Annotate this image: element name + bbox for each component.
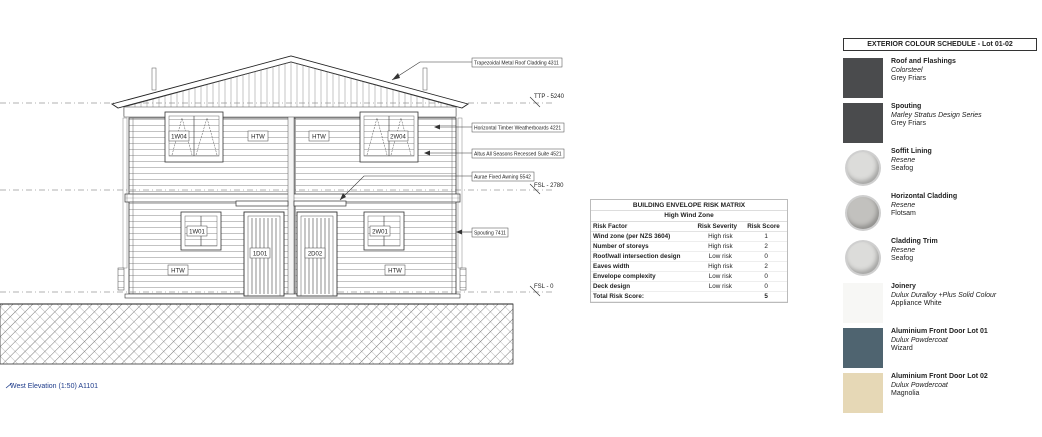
risk-score: 1 [745, 232, 787, 242]
colour-name: Soffit Lining [891, 148, 932, 155]
colour-item-trim [843, 238, 1037, 278]
risk-matrix-title: BUILDING ENVELOPE RISK MATRIX [591, 200, 787, 211]
colour-value: Magnolia [891, 390, 920, 397]
callout-roof: Trapezoidal Metal Roof Cladding 4311 [474, 60, 559, 67]
colour-swatch [843, 373, 883, 413]
colour-item-door-lot01 [843, 328, 1037, 368]
colour-swatch [847, 197, 879, 229]
risk-factor: Roof/wall intersection design [591, 252, 695, 262]
colour-item-soffit [843, 148, 1037, 188]
tag-2w04: 2W04 [390, 134, 406, 141]
risk-severity: High risk [695, 242, 745, 252]
tag-2w01: 2W01 [372, 229, 388, 236]
colour-name: Joinery [891, 283, 916, 290]
colour-brand: Dulux Powdercoat [891, 336, 948, 344]
table-row [591, 272, 787, 282]
colour-swatch [843, 103, 883, 143]
risk-score: 2 [745, 242, 787, 252]
risk-factor: Wind zone (per NZS 3604) [591, 232, 695, 242]
risk-score: 0 [745, 282, 787, 292]
colour-swatch [843, 328, 883, 368]
risk-matrix-subtitle: High Wind Zone [591, 211, 787, 222]
table-row [591, 282, 787, 292]
colour-name: Aluminium Front Door Lot 02 [891, 373, 988, 380]
colour-brand: Colorsteel [891, 66, 923, 74]
colour-swatch [843, 283, 883, 323]
risk-severity: Low risk [695, 252, 745, 262]
tag-1d01: 1D01 [252, 251, 268, 258]
table-row [591, 242, 787, 252]
colour-value: Grey Friars [891, 120, 926, 127]
header-score: Risk Score [745, 222, 787, 232]
total-row [591, 292, 787, 302]
table-row [591, 262, 787, 272]
colour-swatch [843, 58, 883, 98]
header-severity: Risk Severity [695, 222, 745, 232]
risk-severity: Low risk [695, 272, 745, 282]
colour-item-spouting [843, 103, 1037, 143]
callout-spouting: Spouting 7411 [474, 230, 506, 237]
colour-value: Seafog [891, 165, 914, 172]
level-ttp: TTP - 5240 [534, 94, 564, 100]
callout-weatherboards: Horizontal Timber Weatherboards 4221 [474, 125, 562, 132]
risk-severity: Low risk [695, 282, 745, 292]
risk-table-header [591, 222, 787, 232]
colour-brand: Resene [891, 156, 916, 164]
colour-item-door-lot02 [843, 373, 1037, 413]
colour-name: Horizontal Cladding [891, 193, 958, 200]
colour-item-joinery [843, 283, 1037, 323]
colour-swatch [847, 152, 879, 184]
tag-htw-upper-left: HTW [251, 134, 265, 141]
colour-brand: Dulux Duralloy +Plus Solid Colour [891, 291, 997, 299]
risk-score: 0 [745, 272, 787, 282]
risk-factor: Eaves width [591, 262, 695, 272]
level-fsl0: FSL - 0 [534, 284, 554, 290]
callout-suite: Altus All Seasons Recessed Suite 4521 [474, 151, 562, 158]
colour-brand: Marley Stratus Design Series [891, 111, 982, 119]
elevation-caption: West Elevation (1:50) A1101 [10, 383, 99, 390]
colour-brand: Resene [891, 246, 916, 254]
table-row [591, 252, 787, 262]
tag-htw-lower-right: HTW [388, 268, 402, 275]
colour-brand: Dulux Powdercoat [891, 381, 948, 389]
tag-htw-upper-right: HTW [312, 134, 326, 141]
risk-severity: High risk [695, 232, 745, 242]
risk-score: 0 [745, 252, 787, 262]
colour-name: Cladding Trim [891, 238, 938, 245]
colour-schedule [843, 38, 1037, 397]
tag-2d02: 2D02 [307, 251, 323, 258]
colour-name: Roof and Flashings [891, 58, 956, 65]
table-row [591, 232, 787, 242]
colour-name: Spouting [891, 103, 922, 110]
callout-awning: Aurae Fixed Awning 5542 [474, 174, 531, 181]
colour-brand: Resene [891, 201, 916, 209]
colour-swatch [847, 242, 879, 274]
risk-severity: High risk [695, 262, 745, 272]
total-value: 5 [745, 292, 787, 302]
colour-name: Aluminium Front Door Lot 01 [891, 328, 988, 335]
tag-1w01: 1W01 [189, 229, 205, 236]
risk-score: 2 [745, 262, 787, 272]
colour-schedule-title: EXTERIOR COLOUR SCHEDULE - Lot 01-02 [843, 38, 1037, 51]
colour-item-cladding [843, 193, 1037, 233]
colour-item-roof [843, 58, 1037, 98]
colour-value: Grey Friars [891, 75, 926, 82]
colour-value: Wizard [891, 345, 913, 352]
risk-factor: Number of storeys [591, 242, 695, 252]
risk-matrix [590, 199, 788, 303]
colour-value: Appliance White [891, 300, 942, 307]
risk-table [591, 222, 787, 302]
level-fsl1: FSL - 2780 [534, 183, 564, 189]
header-factor: Risk Factor [591, 222, 695, 232]
risk-factor: Envelope complexity [591, 272, 695, 282]
colour-value: Flotsam [891, 210, 916, 217]
risk-factor: Deck design [591, 282, 695, 292]
colour-value: Seafog [891, 255, 914, 262]
tag-1w04: 1W04 [171, 134, 187, 141]
tag-htw-lower-left: HTW [171, 268, 185, 275]
total-label: Total Risk Score: [591, 292, 695, 302]
